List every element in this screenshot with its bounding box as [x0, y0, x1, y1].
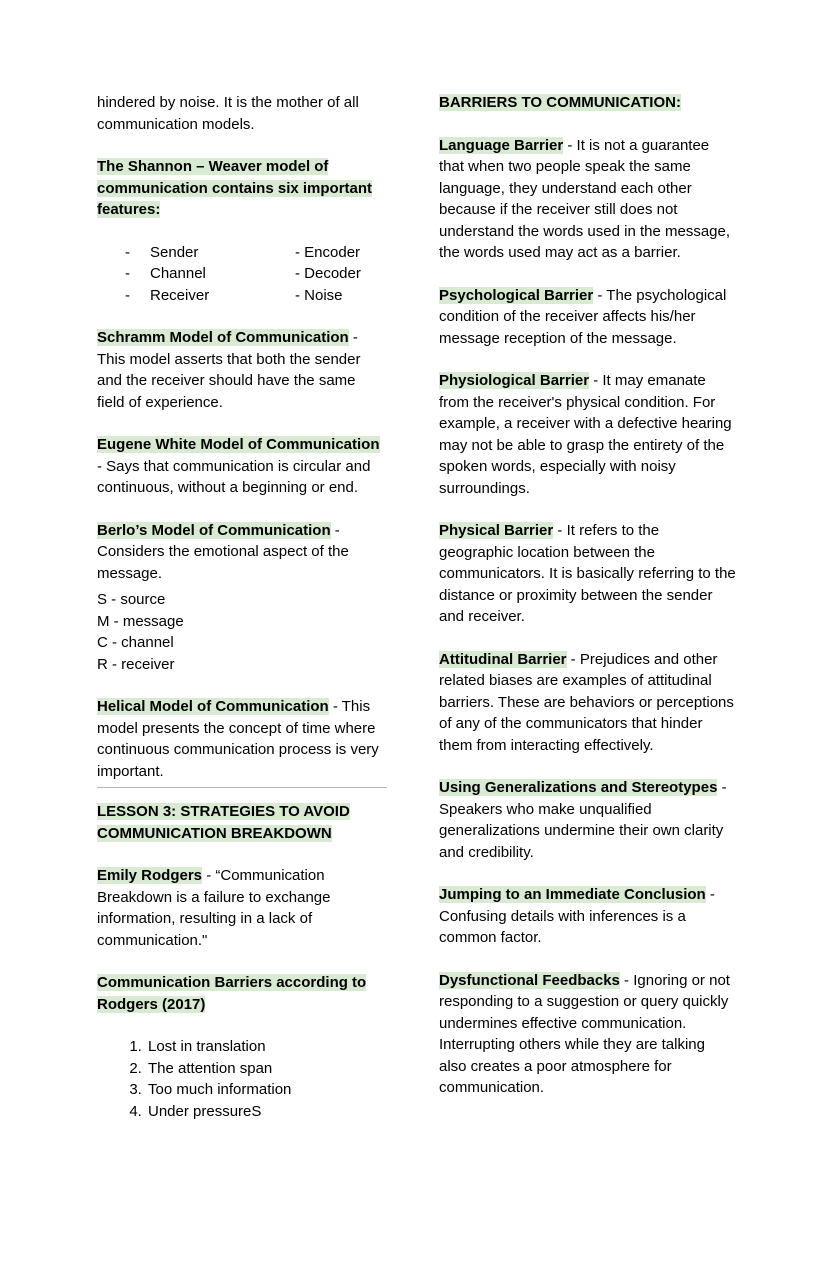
intro-paragraph [97, 92, 387, 135]
section-eugene-white [97, 434, 387, 499]
list-item: 3. Too much information [146, 1079, 387, 1101]
lesson3-heading [97, 801, 387, 844]
smcr-line: M - message [97, 612, 184, 630]
shannon-heading [97, 156, 387, 221]
left-column [97, 92, 387, 1143]
intro-text: hindered by noise. It is the mother of all communication models. [97, 94, 359, 133]
berlo-heading: Berlo’s Model of Communication [97, 521, 331, 539]
rodgers-barriers-list [97, 1036, 387, 1122]
list-item: 2. The attention span [146, 1058, 387, 1080]
language-barrier-heading: Language Barrier [439, 136, 564, 154]
emily-rodgers-body: - “Communication Breakdown is a failure to exchange information, resulting in a lack of communication." [97, 867, 331, 949]
section-divider [97, 787, 387, 788]
section-language-barrier [439, 135, 736, 264]
section-physical-barrier [439, 520, 736, 628]
berlo-body: - Considers the emotional aspect of the message. [97, 521, 349, 582]
schramm-heading: Schramm Model of Communication [97, 329, 349, 346]
psychological-barrier-body: - The psychological condition of the receiver affects his/her message reception of the message. [439, 286, 727, 347]
section-schramm [97, 327, 387, 413]
section-psychological-barrier [439, 285, 736, 350]
attitudinal-barrier-body: - Prejudices and other related biases are examples of attitudinal barriers. These are behaviors or perceptions of any of the communicators that hinder them from interacting effectively. [439, 650, 734, 754]
section-emily-rodgers [97, 865, 387, 951]
barriers-title-text: BARRIERS TO COMMUNICATION: [439, 94, 681, 111]
lesson3-heading-text: LESSON 3: STRATEGIES TO AVOID COMMUNICATION BREAKDOWN [97, 803, 350, 842]
physical-barrier-body: - It refers to the geographic location between the communicators. It is basically referring to the distance or proximity between the sender and receiver. [439, 522, 736, 625]
dash-marker: - [125, 243, 130, 261]
rodgers-barriers-heading-text: Communication Barriers according to Rodgers (2017) [97, 974, 367, 1013]
section-jumping-conclusion [439, 884, 736, 949]
list-item [97, 242, 387, 264]
feature-right: - Noise [295, 286, 343, 304]
eugene-white-body: - Says that communication is circular and continuous, without a beginning or end. [97, 457, 371, 496]
schramm-body: - This model asserts that both the sender and the receiver should have the same field of experience. [97, 329, 361, 411]
dash-marker: - [125, 265, 130, 282]
list-item [97, 263, 387, 285]
smcr-line: C - channel [97, 634, 174, 651]
section-berlo [97, 520, 387, 585]
rodgers-barriers-heading [97, 972, 387, 1015]
feature-left: Channel [150, 265, 206, 282]
dysfunctional-feedbacks-heading: Dysfunctional Feedbacks [439, 971, 620, 989]
smcr-line: R - receiver [97, 655, 175, 673]
list-item: 1. Lost in translation [146, 1036, 387, 1058]
dysfunctional-feedbacks-body: - Ignoring or not responding to a suggestion or query quickly undermines effective communication. Interrupting others while they are talking also creates a poor atmosphere for communication. [439, 971, 730, 1096]
list-item: 4. Under pressureS [146, 1101, 387, 1123]
section-generalizations [439, 777, 736, 863]
emily-rodgers-heading: Emily Rodgers [97, 867, 203, 884]
shannon-feature-list [97, 242, 387, 307]
list-item [97, 285, 387, 307]
physical-barrier-heading: Physical Barrier [439, 522, 554, 539]
attitudinal-barrier-heading: Attitudinal Barrier [439, 650, 567, 668]
feature-left: Sender [150, 243, 199, 261]
jumping-conclusion-body: - Confusing details with inferences is a common factor. [439, 886, 715, 946]
psychological-barrier-heading: Psychological Barrier [439, 286, 594, 304]
helical-body: - This model presents the concept of time where continuous communication process is very important. [97, 698, 379, 780]
language-barrier-body: - It is not a guarantee that when two people speak the same language, they understand each other because if the receiver still does not understand the words used in the message, the words used may act as a barrier. [439, 136, 731, 261]
section-dysfunctional-feedbacks [439, 970, 736, 1099]
physiological-barrier-body: - It may emanate from the receiver's physical condition. For example, a receiver with a defective hearing may not be able to grasp the entirety of the spoken words, especially with noisy surroundings. [439, 372, 732, 497]
section-helical [97, 696, 387, 782]
jumping-conclusion-heading: Jumping to an Immediate Conclusion [439, 886, 706, 903]
right-column [439, 92, 736, 1143]
feature-left: Receiver [150, 286, 210, 304]
generalizations-body: - Speakers who make unqualified generalizations undermine their own clarity and credibility. [439, 779, 727, 861]
physiological-barrier-heading: Physiological Barrier [439, 372, 590, 389]
generalizations-heading: Using Generalizations and Stereotypes [439, 779, 718, 796]
smcr-line: S - source [97, 591, 166, 608]
helical-heading: Helical Model of Communication [97, 698, 329, 715]
section-attitudinal-barrier [439, 649, 736, 757]
shannon-heading-text: The Shannon – Weaver model of communication contains six important features: [97, 158, 373, 218]
feature-right: - Encoder [295, 243, 361, 261]
eugene-white-heading: Eugene White Model of Communication [97, 436, 380, 453]
feature-right: - Decoder [295, 265, 361, 282]
smcr-lines [97, 589, 387, 675]
dash-marker: - [125, 286, 130, 304]
barriers-title [439, 92, 736, 114]
section-physiological-barrier [439, 370, 736, 499]
